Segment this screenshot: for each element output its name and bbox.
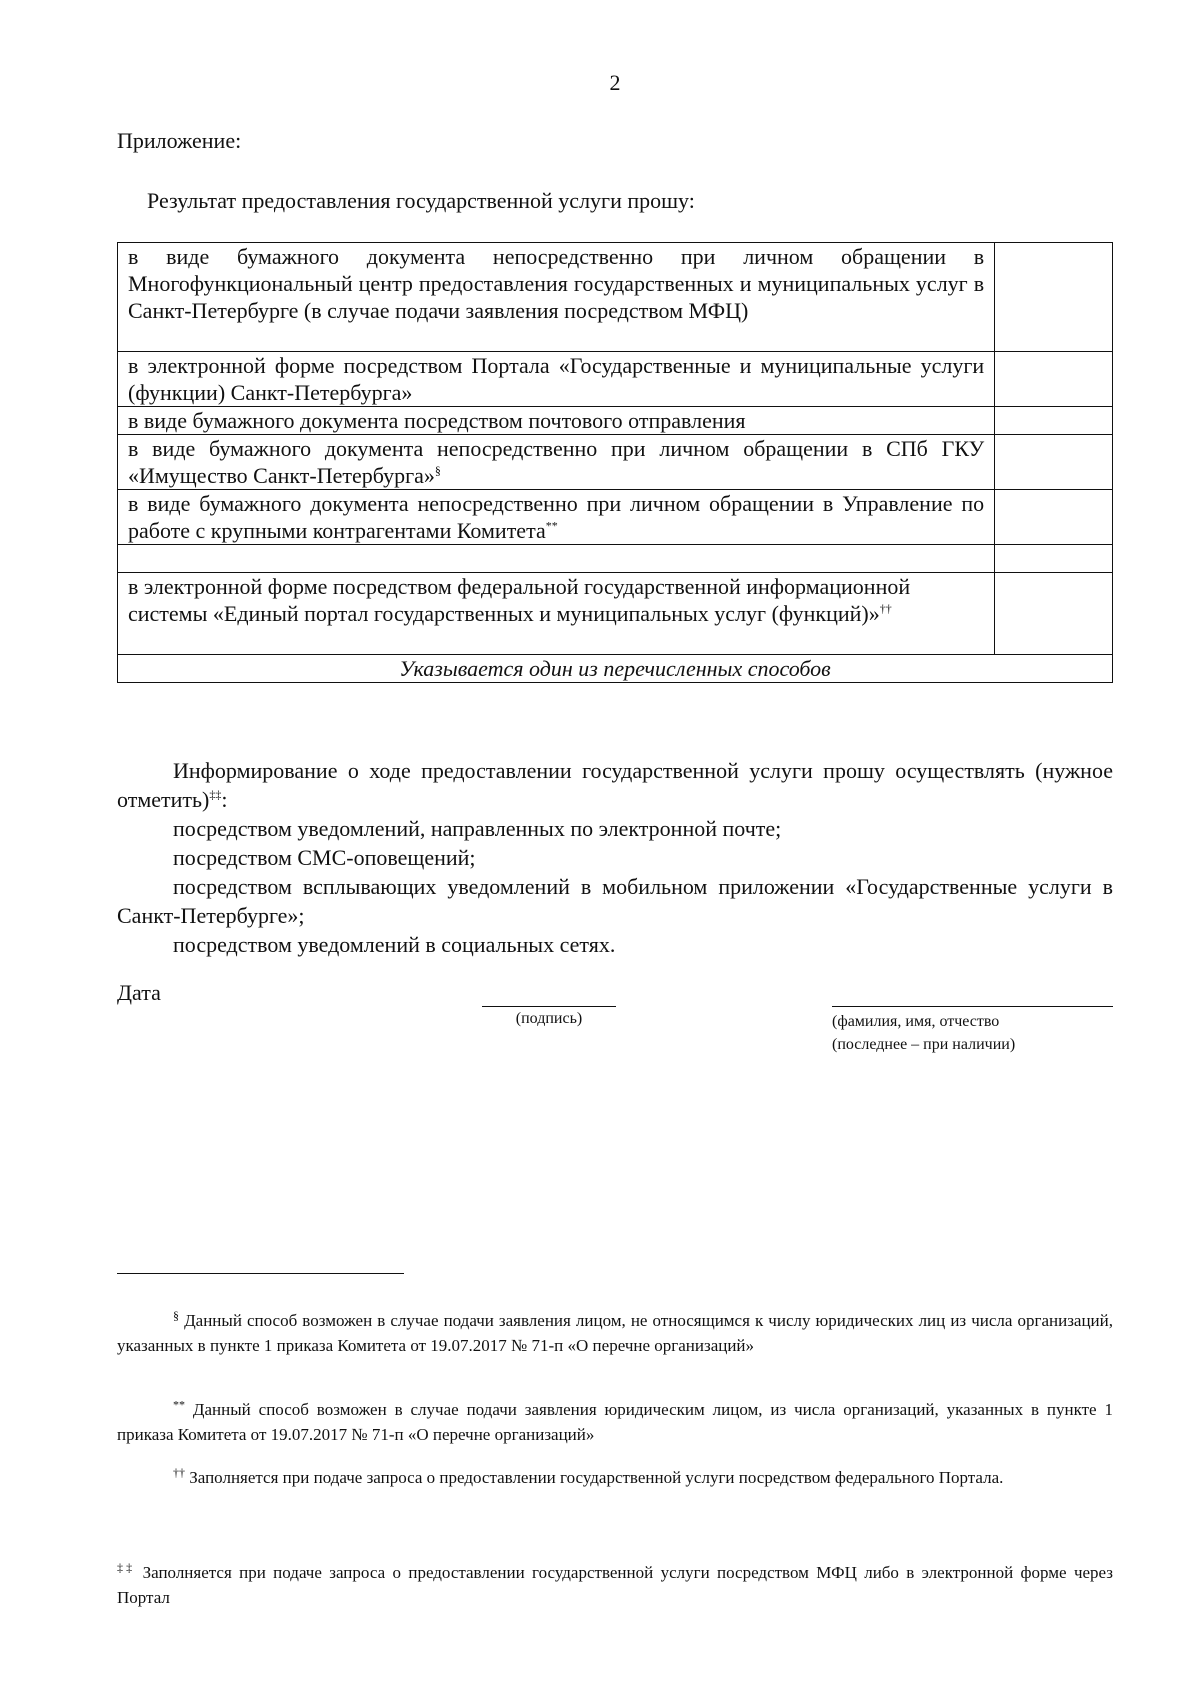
option-text [118, 545, 995, 573]
option-row [118, 243, 1113, 352]
inform-option-sms[interactable]: посредством СМС-оповещений; [173, 845, 476, 870]
page-number: 2 [609, 70, 621, 95]
appendix-label: Приложение: [117, 128, 242, 153]
option-row [118, 407, 1113, 435]
inform-option-social[interactable]: посредством уведомлений в социальных сетях. [173, 932, 616, 957]
footnote: ‡‡ Заполняется при подаче запроса о предоставлении государственной услуги посредством МФЦ либо в электронной форме через Портал [117, 1560, 1114, 1607]
option-row [118, 352, 1113, 407]
footnote: †† Заполняется при подаче запроса о предоставлении государственной услуги посредством федерального Портала. [173, 1465, 1004, 1487]
full-name-caption [832, 1010, 1113, 1056]
footnote: § Данный способ возможен в случае подачи заявления лицом, не относящимся к числу юридических лиц из числа организаций, указанных в пункте 1 приказа Комитета от 19.07.2017 № 71-п «О перечне организаций» [117, 1308, 1113, 1355]
option-checkbox-cell[interactable] [995, 573, 1113, 655]
footnote-section [117, 1560, 1113, 1610]
footnote-separator [117, 1273, 404, 1274]
signature-caption: (подпись) [515, 1010, 583, 1027]
table-note: Указывается один из перечисленных способов [118, 655, 1113, 683]
footnote-section [117, 1465, 1113, 1490]
inform-lead: Информирование о ходе предоставлении государственной услуги прошу осуществлять (нужное отметить)‡‡: [117, 758, 1113, 812]
inform-option-email[interactable]: посредством уведомлений, направленных по электронной почте; [173, 816, 782, 841]
date-label: Дата [117, 980, 161, 1005]
inform-section [117, 756, 1113, 959]
option-checkbox-cell[interactable] [995, 407, 1113, 435]
result-options-table [117, 242, 1113, 683]
option-row [118, 435, 1113, 490]
signature-line[interactable] [482, 1006, 616, 1007]
full-name-line[interactable] [832, 1006, 1113, 1007]
option-row-empty [118, 545, 1113, 573]
option-checkbox-cell[interactable] [995, 243, 1113, 352]
option-text: в электронной форме посредством Портала «Государственные и муниципальные услуги (функции) Санкт-Петербурга» [118, 352, 995, 407]
footnote-section [117, 1308, 1113, 1358]
option-checkbox-cell[interactable] [995, 490, 1113, 545]
option-checkbox-cell[interactable] [995, 352, 1113, 407]
full-name-caption-line2: (последнее – при наличии) [832, 1036, 1016, 1053]
option-checkbox-cell[interactable] [995, 545, 1113, 573]
footnote: ** Данный способ возможен в случае подачи заявления юридическим лицом, из числа организаций, указанных в пункте 1 приказа Комитета от 19.07.2017 № 71-п «О перечне организаций» [117, 1397, 1113, 1444]
footnote-section [117, 1397, 1113, 1447]
option-text: в электронной форме посредством федеральной государственной информационной системы «Единый портал государственных и муниципальных услуг (функций)»†† [118, 573, 995, 655]
result-intro: Результат предоставления государственной услуги прошу: [147, 188, 695, 213]
option-checkbox-cell[interactable] [995, 435, 1113, 490]
table-note-row [118, 655, 1113, 683]
option-text: в виде бумажного документа посредством почтового отправления [118, 407, 995, 435]
option-row [118, 490, 1113, 545]
option-row [118, 573, 1113, 655]
full-name-caption-line1: (фамилия, имя, отчество [832, 1013, 1000, 1030]
inform-option-push[interactable]: посредством всплывающих уведомлений в мобильном приложении «Государственные услуги в Санкт-Петербурге»; [117, 874, 1113, 928]
option-text: в виде бумажного документа непосредственно при личном обращении в Многофункциональный центр предоставления государственных и муниципальных услуг в Санкт-Петербурге (в случае подачи заявления посредством МФЦ) [118, 243, 995, 352]
option-text: в виде бумажного документа непосредственно при личном обращении в Управление по работе с крупными контрагентами Комитета** [118, 490, 995, 545]
option-text: в виде бумажного документа непосредственно при личном обращении в СПб ГКУ «Имущество Санкт-Петербурга»§ [118, 435, 995, 490]
